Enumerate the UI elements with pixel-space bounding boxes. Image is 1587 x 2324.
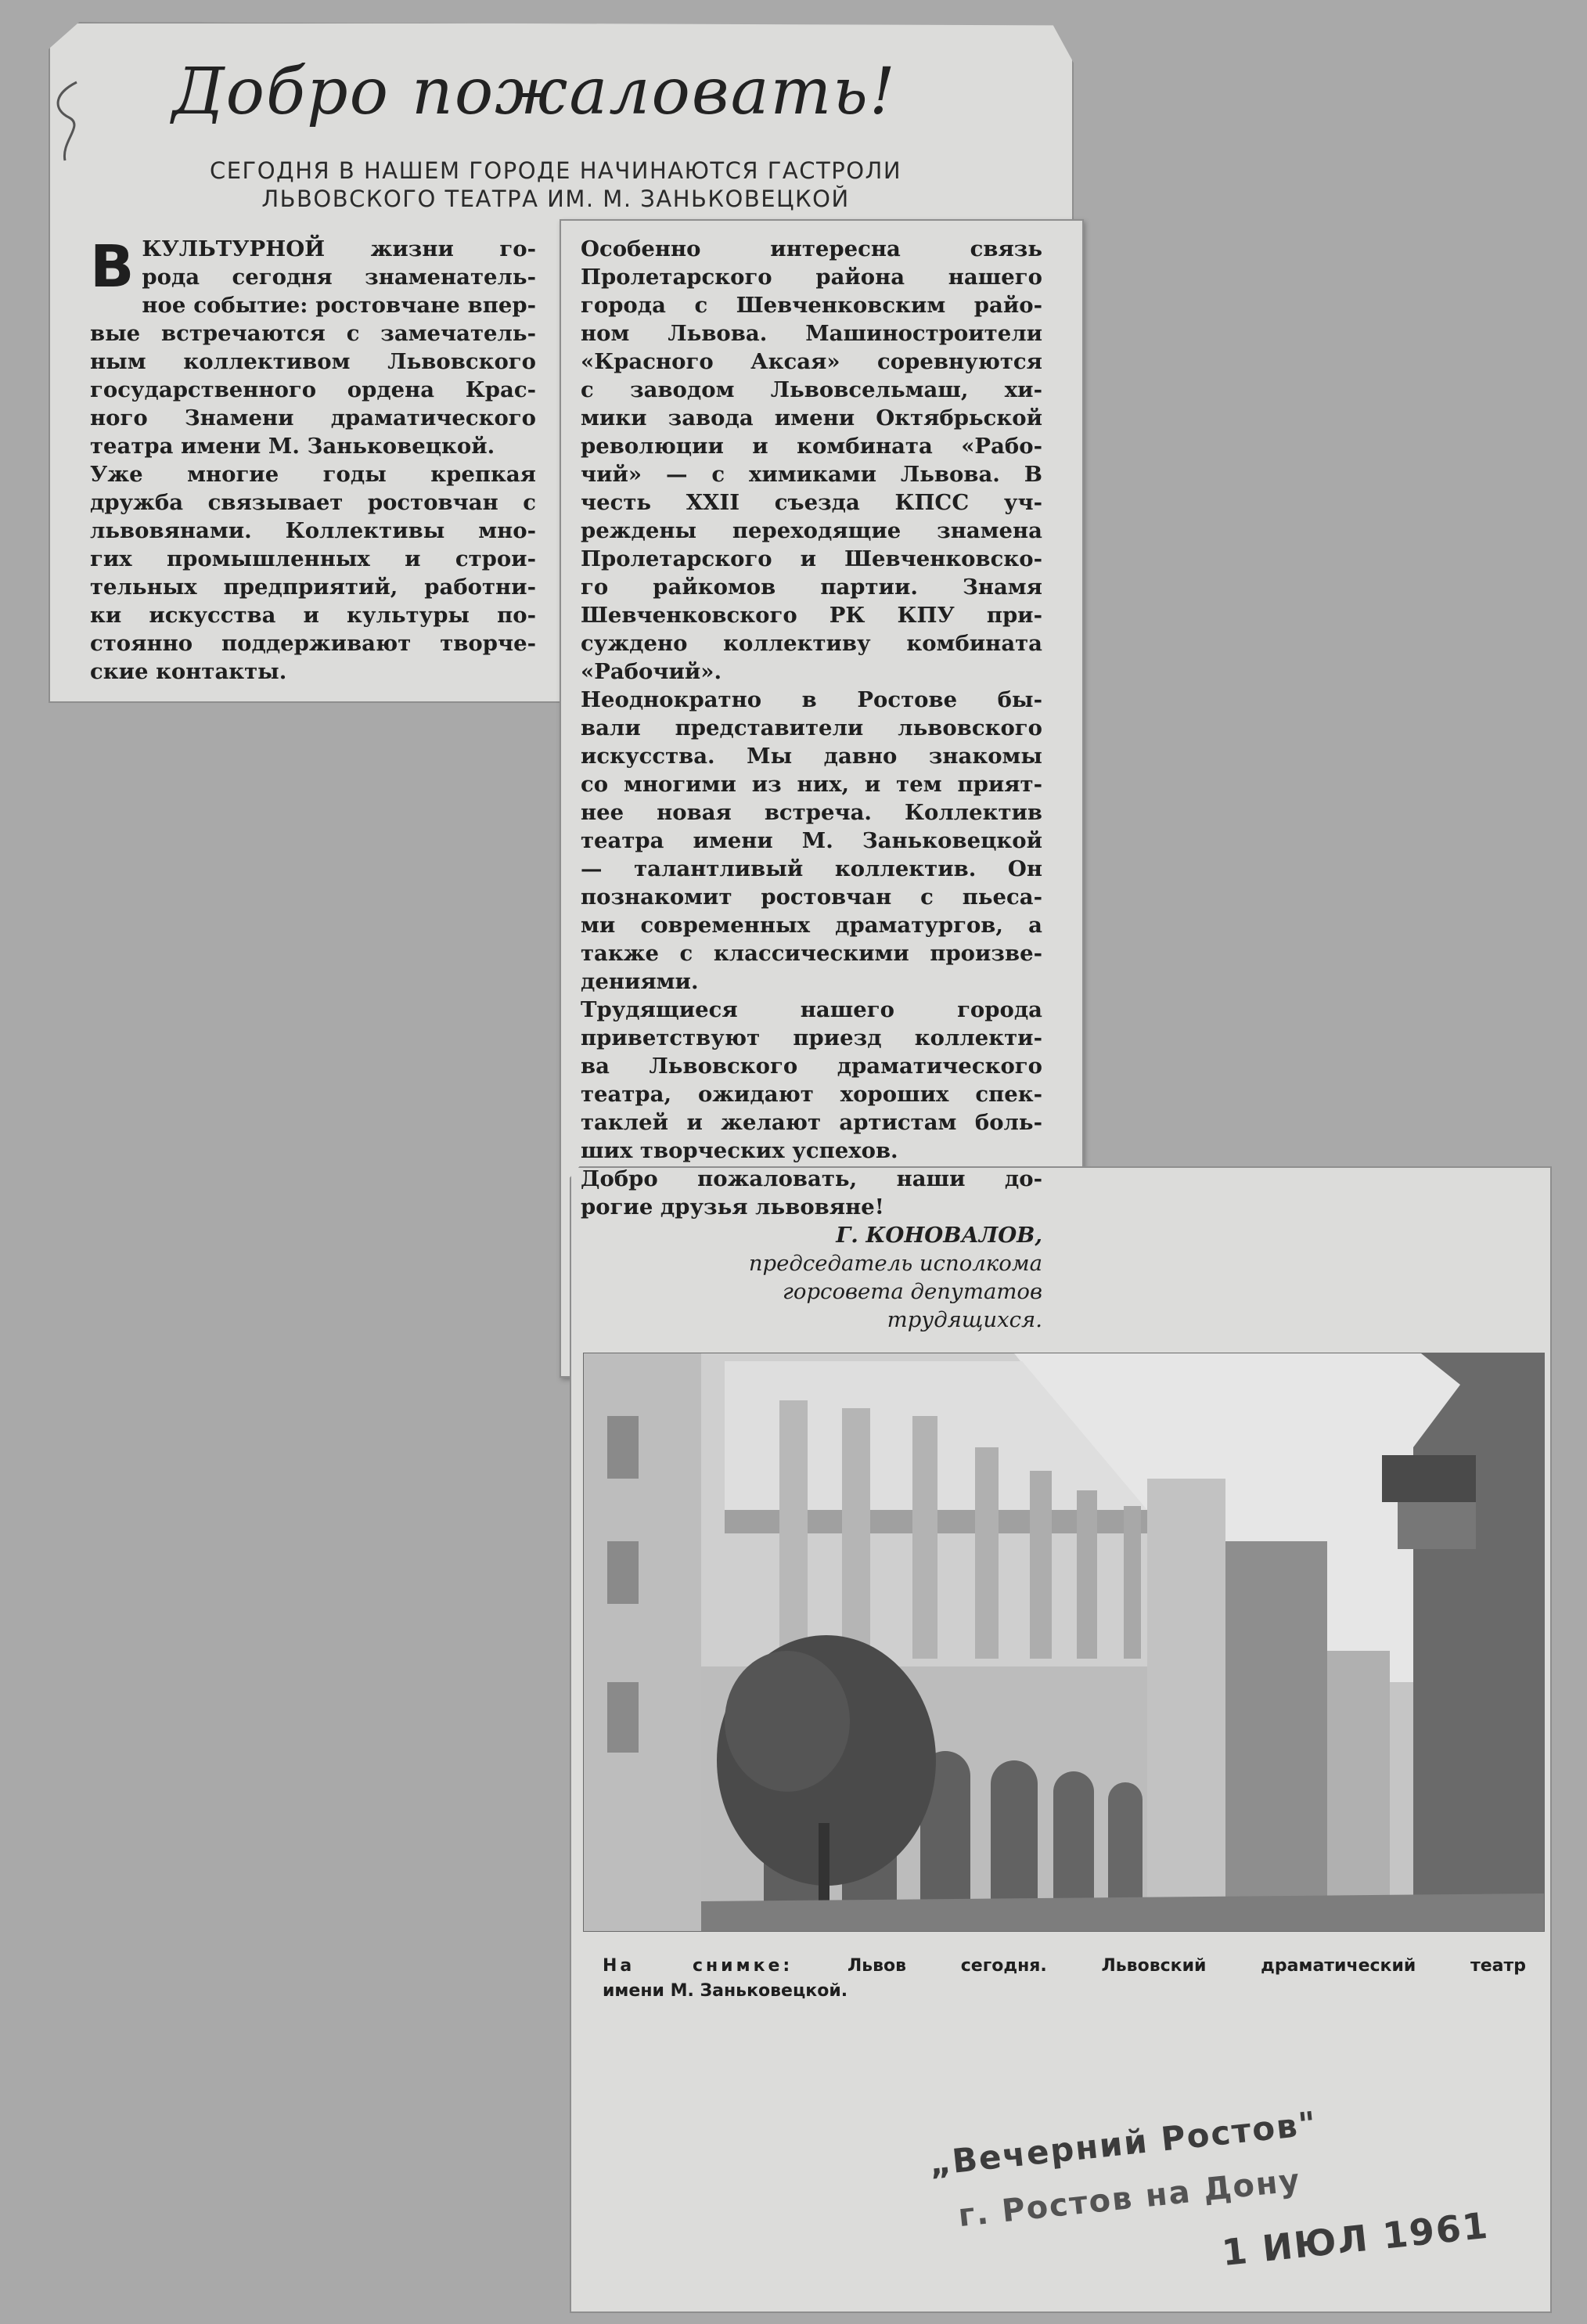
text-line: реждены переходящие знамена [581,518,1042,543]
text-line: театра, ожидают хороших спек- [581,1082,1042,1107]
text-line: тельных предприятий, работни- [90,575,536,600]
text-line: львовянами. Коллективы мно- [90,518,536,543]
text-line: ми современных драматургов, а [581,913,1042,938]
stamp-newspaper: „Вечерний Ростов" [927,2103,1319,2183]
text-line: рода сегодня знаменатель- [142,265,536,290]
text-line: дениями. [581,969,699,994]
text-line: театра имени М. Заньковецкой [581,828,1042,853]
text-line: дружба связывает ростовчан с [90,490,536,515]
text-line: таклей и желают артистам боль- [581,1110,1042,1135]
article-subhead [86,157,1025,213]
text-line: также с классическими произве- [581,941,1042,966]
theatre-photo [583,1353,1545,1932]
text-line: Пролетарского района нашего [581,265,1042,290]
article-title: Добро пожаловать! [172,55,897,129]
text-line: искусства. Мы давно знакомы [581,744,1042,769]
text-line: ские контакты. [90,659,287,684]
text-line: Пролетарского и Шевченковско- [581,546,1042,571]
text-line: КУЛЬТУРНОЙ жизни го- [142,236,536,261]
text-line: приветствуют приезд коллекти- [581,1025,1042,1050]
text-line: гих промышленных и строи- [90,546,536,571]
drop-cap: В [90,233,135,301]
pencil-mark [45,78,92,164]
text-line: Уже многие годы крепкая [90,462,536,487]
subhead-line: СЕГОДНЯ В НАШЕМ ГОРОДЕ НАЧИНАЮТСЯ ГАСТРОЛИ [209,157,902,184]
text-line: ном Львова. Машиностроители [581,321,1042,346]
text-line: нее новая встреча. Коллектив [581,800,1042,825]
text-line: вали представители львовского [581,715,1042,740]
signature-name: Г. КОНОВАЛОВ, [836,1223,1042,1248]
signature-position-line: председатель исполкома [748,1251,1042,1276]
stamp-city: г. Ростов на Дону [956,2162,1303,2235]
signature-position-line: горсовета депутатов [783,1279,1042,1304]
caption-text: имени М. Заньковецкой. [603,1981,848,2001]
text-line: театра имени М. Заньковецкой. [90,434,495,459]
text-line: Добро пожаловать, наши до- [581,1166,1042,1191]
text-line: ки искусства и культуры по- [90,603,536,628]
text-line: честь XXII съезда КПСС уч- [581,490,1042,515]
subhead-line: ЛЬВОВСКОГО ТЕАТРА ИМ. М. ЗАНЬКОВЕЦКОЙ [261,186,850,212]
text-line: стоянно поддерживают творче- [90,631,536,656]
theatre-illustration [584,1353,1544,1931]
article-column-right [581,235,1042,1334]
text-line: революции и комбината «Рабо- [581,434,1042,459]
text-line: Особенно интересна связь [581,236,1042,261]
article-column-left [90,235,536,686]
text-line: ших творческих успехов. [581,1138,898,1163]
text-line: ное событие: ростовчане впер- [142,293,536,318]
text-line: со многими из них, и тем прият- [581,772,1042,797]
stamp-date: 1 ИЮЛ 1961 [1219,2203,1492,2275]
text-line: ва Львовского драматического [581,1054,1042,1079]
text-line: города с Шевченковским райо- [581,293,1042,318]
text-line: Трудящиеся нашего города [581,997,1042,1022]
text-line: мики завода имени Октябрьской [581,405,1042,431]
text-line: — талантливый коллектив. Он [581,856,1042,881]
caption-text: Львов сегодня. Львовский драматический театр [793,1956,1526,1976]
text-line: «Рабочий». [581,659,722,684]
text-line: вые встречаются с замечатель- [90,321,536,346]
text-line: Шевченковского РК КПУ при- [581,603,1042,628]
text-line: «Красного Аксая» соревнуются [581,349,1042,374]
signature-position-line: трудящихся. [887,1307,1042,1332]
text-line: го райкомов партии. Знамя [581,575,1042,600]
text-line: ным коллективом Львовского [90,349,536,374]
text-line: Неоднократно в Ростове бы- [581,687,1042,712]
photo-caption [603,1954,1526,2004]
caption-lead: На снимке: [603,1956,794,1976]
text-line: с заводом Львовсельмаш, хи- [581,377,1042,402]
text-line: суждено коллективу комбината [581,631,1042,656]
text-line: познакомит ростовчан с пьеса- [581,885,1042,910]
text-line: чий» — с химиками Львова. В [581,462,1042,487]
text-line: ного Знамени драматического [90,405,536,431]
text-line: рогие друзья львовяне! [581,1194,884,1220]
text-line: государственного ордена Крас- [90,377,536,402]
